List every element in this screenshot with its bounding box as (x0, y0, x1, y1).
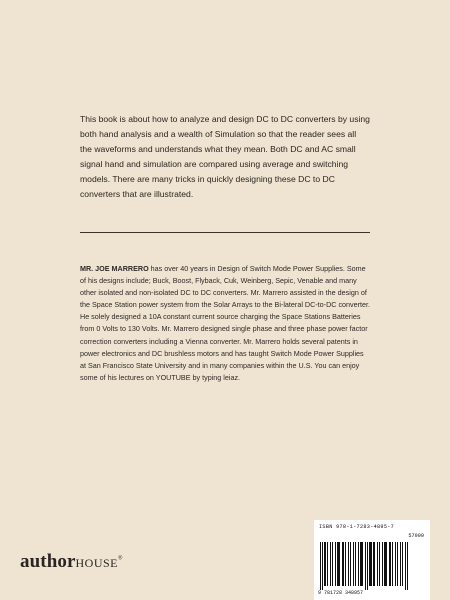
barcode-bar (355, 542, 356, 586)
barcode-bar (395, 542, 396, 586)
barcode-bar (382, 542, 383, 586)
barcode-bar (353, 542, 354, 586)
barcode-bar (335, 542, 336, 586)
barcode-bar (348, 542, 349, 586)
barcode-bar (373, 542, 375, 586)
barcode-bar (332, 542, 333, 586)
barcode-bar (402, 542, 403, 586)
book-description: This book is about how to analyze and design DC to DC converters by using both hand analysis and a wealth of Simulation so that the reader sees all the waveforms and understands what they mean. Both DC and AC small signal hand and simulation are compared using average and switching models. There are many tricks in quickly designing these DC to DC converters that are illustrated. (80, 114, 370, 199)
barcode-bar (389, 542, 391, 586)
barcode-bar (367, 542, 368, 590)
barcode (318, 542, 426, 590)
isbn-barcode-box (314, 520, 430, 600)
barcode-bar (327, 542, 328, 586)
publisher-name-part2: HOUSE (75, 556, 119, 570)
barcode-bar (400, 542, 401, 586)
registered-mark: ® (118, 555, 123, 562)
barcode-bar (397, 542, 398, 586)
barcode-bar (365, 542, 366, 590)
barcode-bar (369, 542, 372, 586)
price-code: 57999 (408, 533, 424, 539)
isbn-label: ISBN 978-1-7283-4895-7 (319, 524, 395, 530)
section-divider (80, 232, 370, 233)
barcode-bar (345, 542, 346, 586)
barcode-bar (342, 542, 344, 586)
barcode-bar (320, 542, 321, 590)
barcode-bar (407, 542, 408, 590)
barcode-bar (322, 542, 323, 590)
barcode-bar (360, 542, 363, 586)
publisher-name-part1: author (20, 551, 76, 572)
barcode-digits: 9 781728 348957 (318, 590, 364, 596)
barcode-bar (337, 542, 340, 586)
barcode-bar (324, 542, 326, 586)
author-name: MR. JOE MARRERO (80, 264, 149, 273)
barcode-bar (377, 542, 378, 586)
barcode-bar (358, 542, 359, 586)
barcode-bar (330, 542, 331, 586)
author-bio (80, 263, 370, 384)
author-bio-text: has over 40 years in Design of Switch Mode Power Supplies. Some of his designs include; Buck, Boost, Flyback, Cuk, Weinberg, Sepic, Venable and many other isolated and non-isolated DC to DC converters. Mr. Marrero assisted in the design of the Space Station power system from the Solar Arrays to the Bi-lateral DC-to-DC converter. He solely designed a 10A constant current source charging the Space Stations Batteries from 0 Volts to 130 Volts. Mr. Marrero designed single phase and three phase power factor correction converters including a Vienna converter. Mr. Marrero holds several patents in power electronics and DC brushless motors and has taught Switch Mode Power Supplies at San Francisco State University and in many companies within the U.S. You can enjoy some of his lectures on YOUTUBE by typing leiaz. (80, 264, 371, 382)
barcode-bar (350, 542, 351, 586)
barcode-bar (405, 542, 406, 590)
barcode-bar (384, 542, 387, 586)
publisher-logo (20, 551, 123, 573)
barcode-bar (379, 542, 380, 586)
barcode-bar (392, 542, 393, 586)
